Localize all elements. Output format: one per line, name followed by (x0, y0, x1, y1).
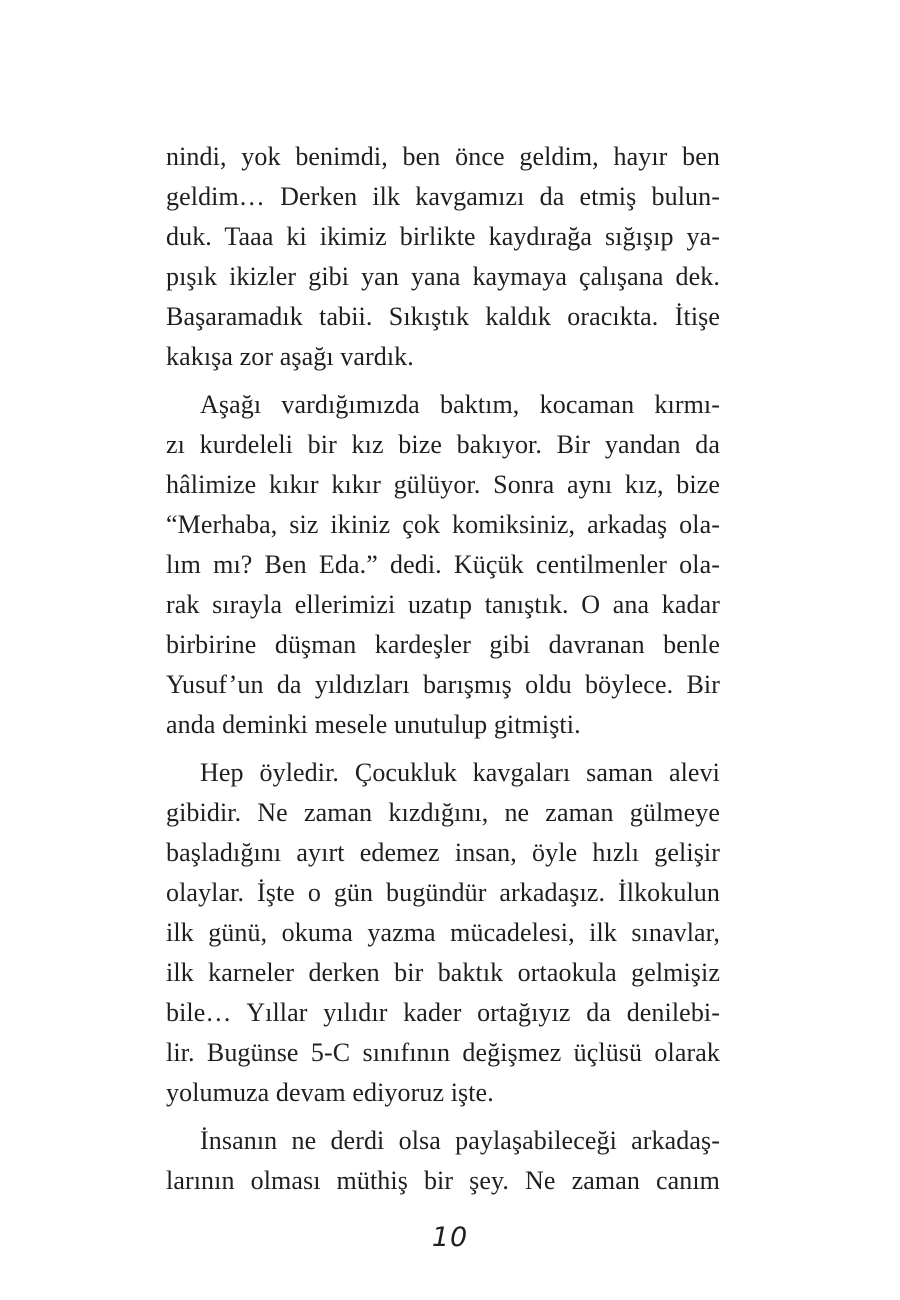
text-line: anda deminki mesele unutulup gitmişti. (166, 710, 581, 739)
text-line: bile… Yıllar yılıdır kader ortağıyız da denilebi- (166, 998, 720, 1027)
text-line: Yusuf’un da yıldızları barışmış oldu böylece. Bir (166, 670, 720, 699)
text-line: zı kurdeleli bir kız bize bakıyor. Bir yandan da (166, 430, 720, 459)
text-line: olaylar. İşte o gün bugündür arkadaşız. İlkokulun (166, 878, 720, 907)
text-line: geldim… Derken ilk kavgamızı da etmiş bulun- (166, 182, 720, 211)
body-text (166, 137, 720, 1209)
text-line: Başaramadık tabii. Sıkıştık kaldık oracıkta. İtişe (166, 302, 720, 331)
text-line: lir. Bugünse 5-C sınıfının değişmez üçlüsü olarak (166, 1038, 720, 1067)
text-line: Hep öyledir. Çocukluk kavgaları saman alevi (200, 758, 720, 787)
text-line: ilk günü, okuma yazma mücadelesi, ilk sınavlar, (166, 918, 720, 947)
text-line: İnsanın ne derdi olsa paylaşabileceği arkadaş- (200, 1126, 720, 1155)
text-line: yolumuza devam ediyoruz işte. (166, 1078, 494, 1107)
page-number: 10 (431, 1222, 469, 1253)
text-line: kakışa zor aşağı vardık. (166, 342, 414, 371)
text-line: “Merhaba, siz ikiniz çok komiksiniz, arkadaş ola- (166, 510, 720, 539)
text-line: larının olması müthiş bir şey. Ne zaman canım (166, 1166, 720, 1195)
text-line: gibidir. Ne zaman kızdığını, ne zaman gülmeye (166, 798, 720, 827)
text-line: hâlimize kıkır kıkır gülüyor. Sonra aynı kız, bize (166, 470, 720, 499)
text-line: lım mı? Ben Eda.” dedi. Küçük centilmenler ola- (166, 550, 720, 579)
text-line: duk. Taaa ki ikimiz birlikte kaydırağa sığışıp ya- (166, 222, 720, 251)
paragraph-3 (166, 753, 720, 1113)
paragraph-2 (166, 385, 720, 745)
text-line: başladığını ayırt edemez insan, öyle hızlı gelişir (166, 838, 720, 867)
text-line: pışık ikizler gibi yan yana kaymaya çalışana dek. (166, 262, 720, 291)
text-line: Aşağı vardığımızda baktım, kocaman kırmı- (200, 390, 720, 419)
text-line: rak sırayla ellerimizi uzatıp tanıştık. O ana kadar (166, 590, 720, 619)
text-line: ilk karneler derken bir baktık ortaokula gelmişiz (166, 958, 720, 987)
text-line: birbirine düşman kardeşler gibi davranan benle (166, 630, 720, 659)
paragraph-4 (166, 1121, 720, 1201)
text-line: nindi, yok benimdi, ben önce geldim, hayır ben (166, 142, 720, 171)
paragraph-1 (166, 137, 720, 377)
